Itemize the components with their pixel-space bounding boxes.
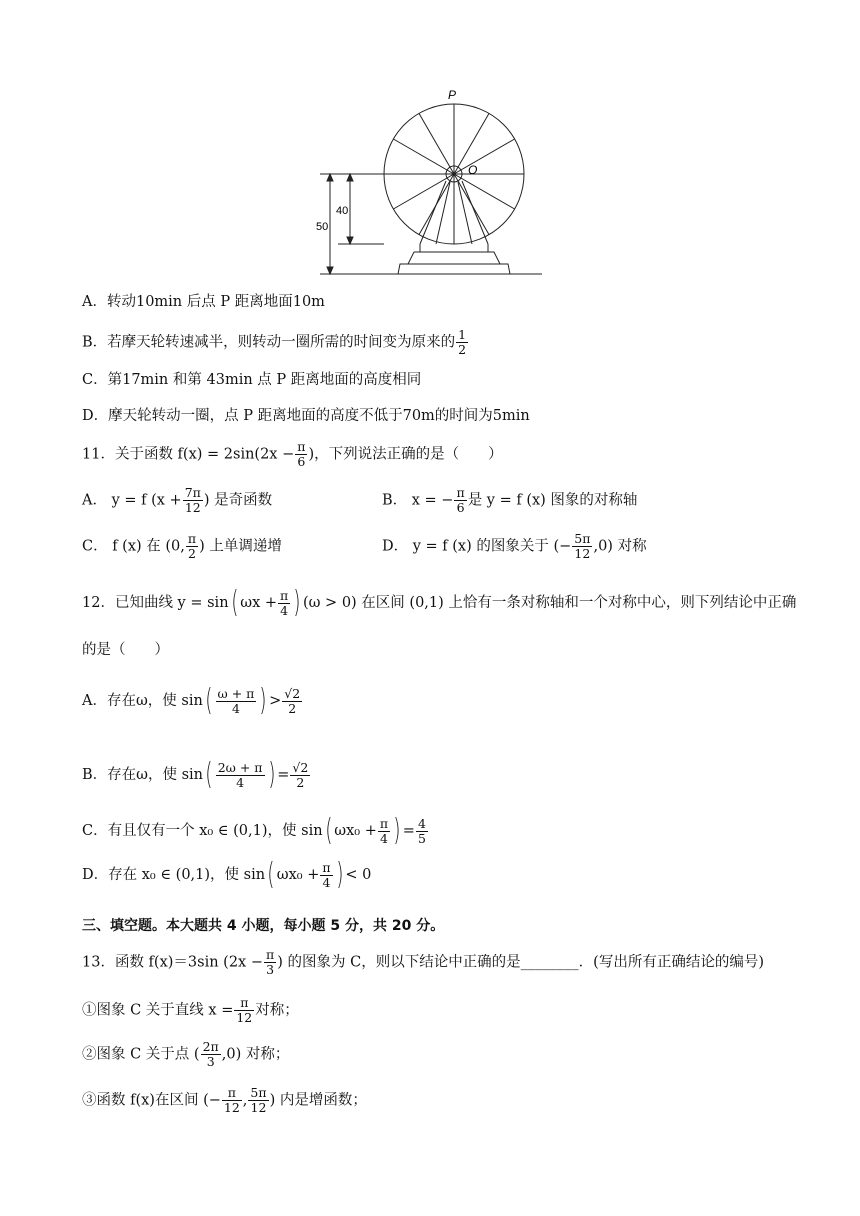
fraction: $\frac{\pi}{6}$ [456, 485, 465, 515]
fraction: $\frac{\pi}{12}$ [223, 1085, 240, 1115]
label-50: 50 [316, 221, 329, 233]
q11-option-c: C． f (x) 在 (0, $\frac{\pi}{2}$ ) 上单调递增 [82, 531, 282, 561]
q12-stem: 12．已知曲线 y = sin( ωx + $\frac{\pi}{4}$ ) (ω > 0) 在区间 (0,1) 上恰有一条对称轴和一个对称中心，则下列结论中正确 [82, 585, 797, 620]
q11-option-a: A． y = f (x + $\frac{7\pi}{12}$ ) 是奇函数 [82, 485, 273, 515]
fraction: $\frac{2\pi}{3}$ [202, 1039, 219, 1069]
support-leg [436, 182, 450, 244]
arrow-head [327, 174, 333, 181]
support-leg [420, 181, 446, 244]
fraction: $\frac{\pi}{4}$ [379, 815, 389, 846]
arrow-head [347, 174, 353, 181]
ferris-wheel-diagram [320, 104, 542, 274]
fraction: $\frac{\pi}{2}$ [187, 531, 197, 561]
label-o: O [468, 163, 478, 177]
fraction: $\frac{\omega + \pi}{4}$ [217, 685, 255, 716]
q11-option-b: B． x = − $\frac{\pi}{6}$ 是 y = f (x) 图象的对称轴 [382, 485, 638, 515]
fraction: $\frac{\pi}{4}$ [322, 859, 331, 890]
q12-option-c: C．有且仅有一个 x₀ ∈ (0,1)，使 sin( ωx₀ + $\frac{\pi}{4}$ ) = $\frac{4}{5}$ [82, 813, 426, 848]
arrow-head [347, 237, 353, 244]
q11-option-d: D． y = f (x) 的图象关于 (− $\frac{5\pi}{12}$ ,0) 对称 [382, 531, 647, 561]
base-platform [398, 244, 510, 274]
q10-option-c: C．第17min 和第 43min 点 P 距离地面的高度相同 [82, 372, 422, 388]
q12-option-b: B．存在ω，使 sin( $\frac{2\omega + \pi}{4}$ ) = $\frac{√2}{2}$ [82, 757, 309, 792]
ferris-wheel-figure [316, 84, 548, 280]
q10-option-b: B．若摩天轮转速减半，则转动一圈所需的时间变为原来的 $\frac{1}{2}$ [82, 327, 467, 357]
fraction: $\frac{\pi}{6}$ [297, 439, 306, 469]
fraction: $\frac{\pi}{4}$ [280, 587, 289, 618]
fraction: $\frac{5\pi}{12}$ [574, 531, 591, 561]
fraction: $\frac{7\pi}{12}$ [184, 485, 201, 515]
support-leg [462, 181, 488, 244]
q13-item-1: ①图象 C 关于直线 x = $\frac{\pi}{12}$ 对称； [82, 995, 299, 1025]
label-40: 40 [336, 205, 349, 217]
fraction: $\frac{√2}{2}$ [292, 759, 309, 790]
q13-item-2: ②图象 C 关于点 ( $\frac{2\pi}{3}$ ,0) 对称； [82, 1039, 290, 1069]
q12-option-d: D．存在 x₀ ∈ (0,1)，使 sin( ωx₀ + $\frac{\pi}{4}$ ) < 0 [82, 857, 372, 892]
q10-option-d: D．摩天轮转动一圈，点 P 距离地面的高度不低于70m的时间为5min [82, 408, 530, 424]
fraction: $\frac{4}{5}$ [417, 815, 426, 846]
label-p: P [448, 88, 457, 102]
q12-option-a: A．存在ω，使 sin( $\frac{\omega + \pi}{4}$ ) > $\frac{√2}{2}$ [82, 683, 301, 718]
fraction: $\frac{1}{2}$ [458, 327, 467, 357]
fraction: $\frac{√2}{2}$ [284, 685, 301, 716]
q13-stem: 13．函数 f(x)＝3sin (2x − $\frac{\pi}{3}$ ) 的图象为 C，则以下结论中正确的是________．(写出所有正确结论的编号) [82, 947, 764, 977]
fraction: $\frac{5\pi}{12}$ [250, 1085, 267, 1115]
q10-option-a: A．转动10min 后点 P 距离地面10m [82, 294, 325, 310]
q13-item-3: ③函数 f(x)在区间 (− $\frac{\pi}{12}$ , $\frac{5\pi}{12}$ ) 内是增函数； [82, 1085, 367, 1115]
section-heading: 三、填空题。本大题共 4 小题，每小题 5 分，共 20 分。 [82, 918, 445, 934]
fraction: $\frac{2\omega + \pi}{4}$ [217, 759, 263, 790]
fraction: $\frac{\pi}{3}$ [266, 947, 275, 977]
fraction: $\frac{\pi}{12}$ [236, 995, 253, 1025]
support-leg [458, 182, 472, 244]
q12-stem-line2: 的是（ ） [82, 642, 169, 658]
q11-stem: 11．关于函数 f(x) = 2sin(2x − $\frac{\pi}{6}$ )，下列说法正确的是（ ） [82, 439, 503, 469]
arrow-head [327, 267, 333, 274]
